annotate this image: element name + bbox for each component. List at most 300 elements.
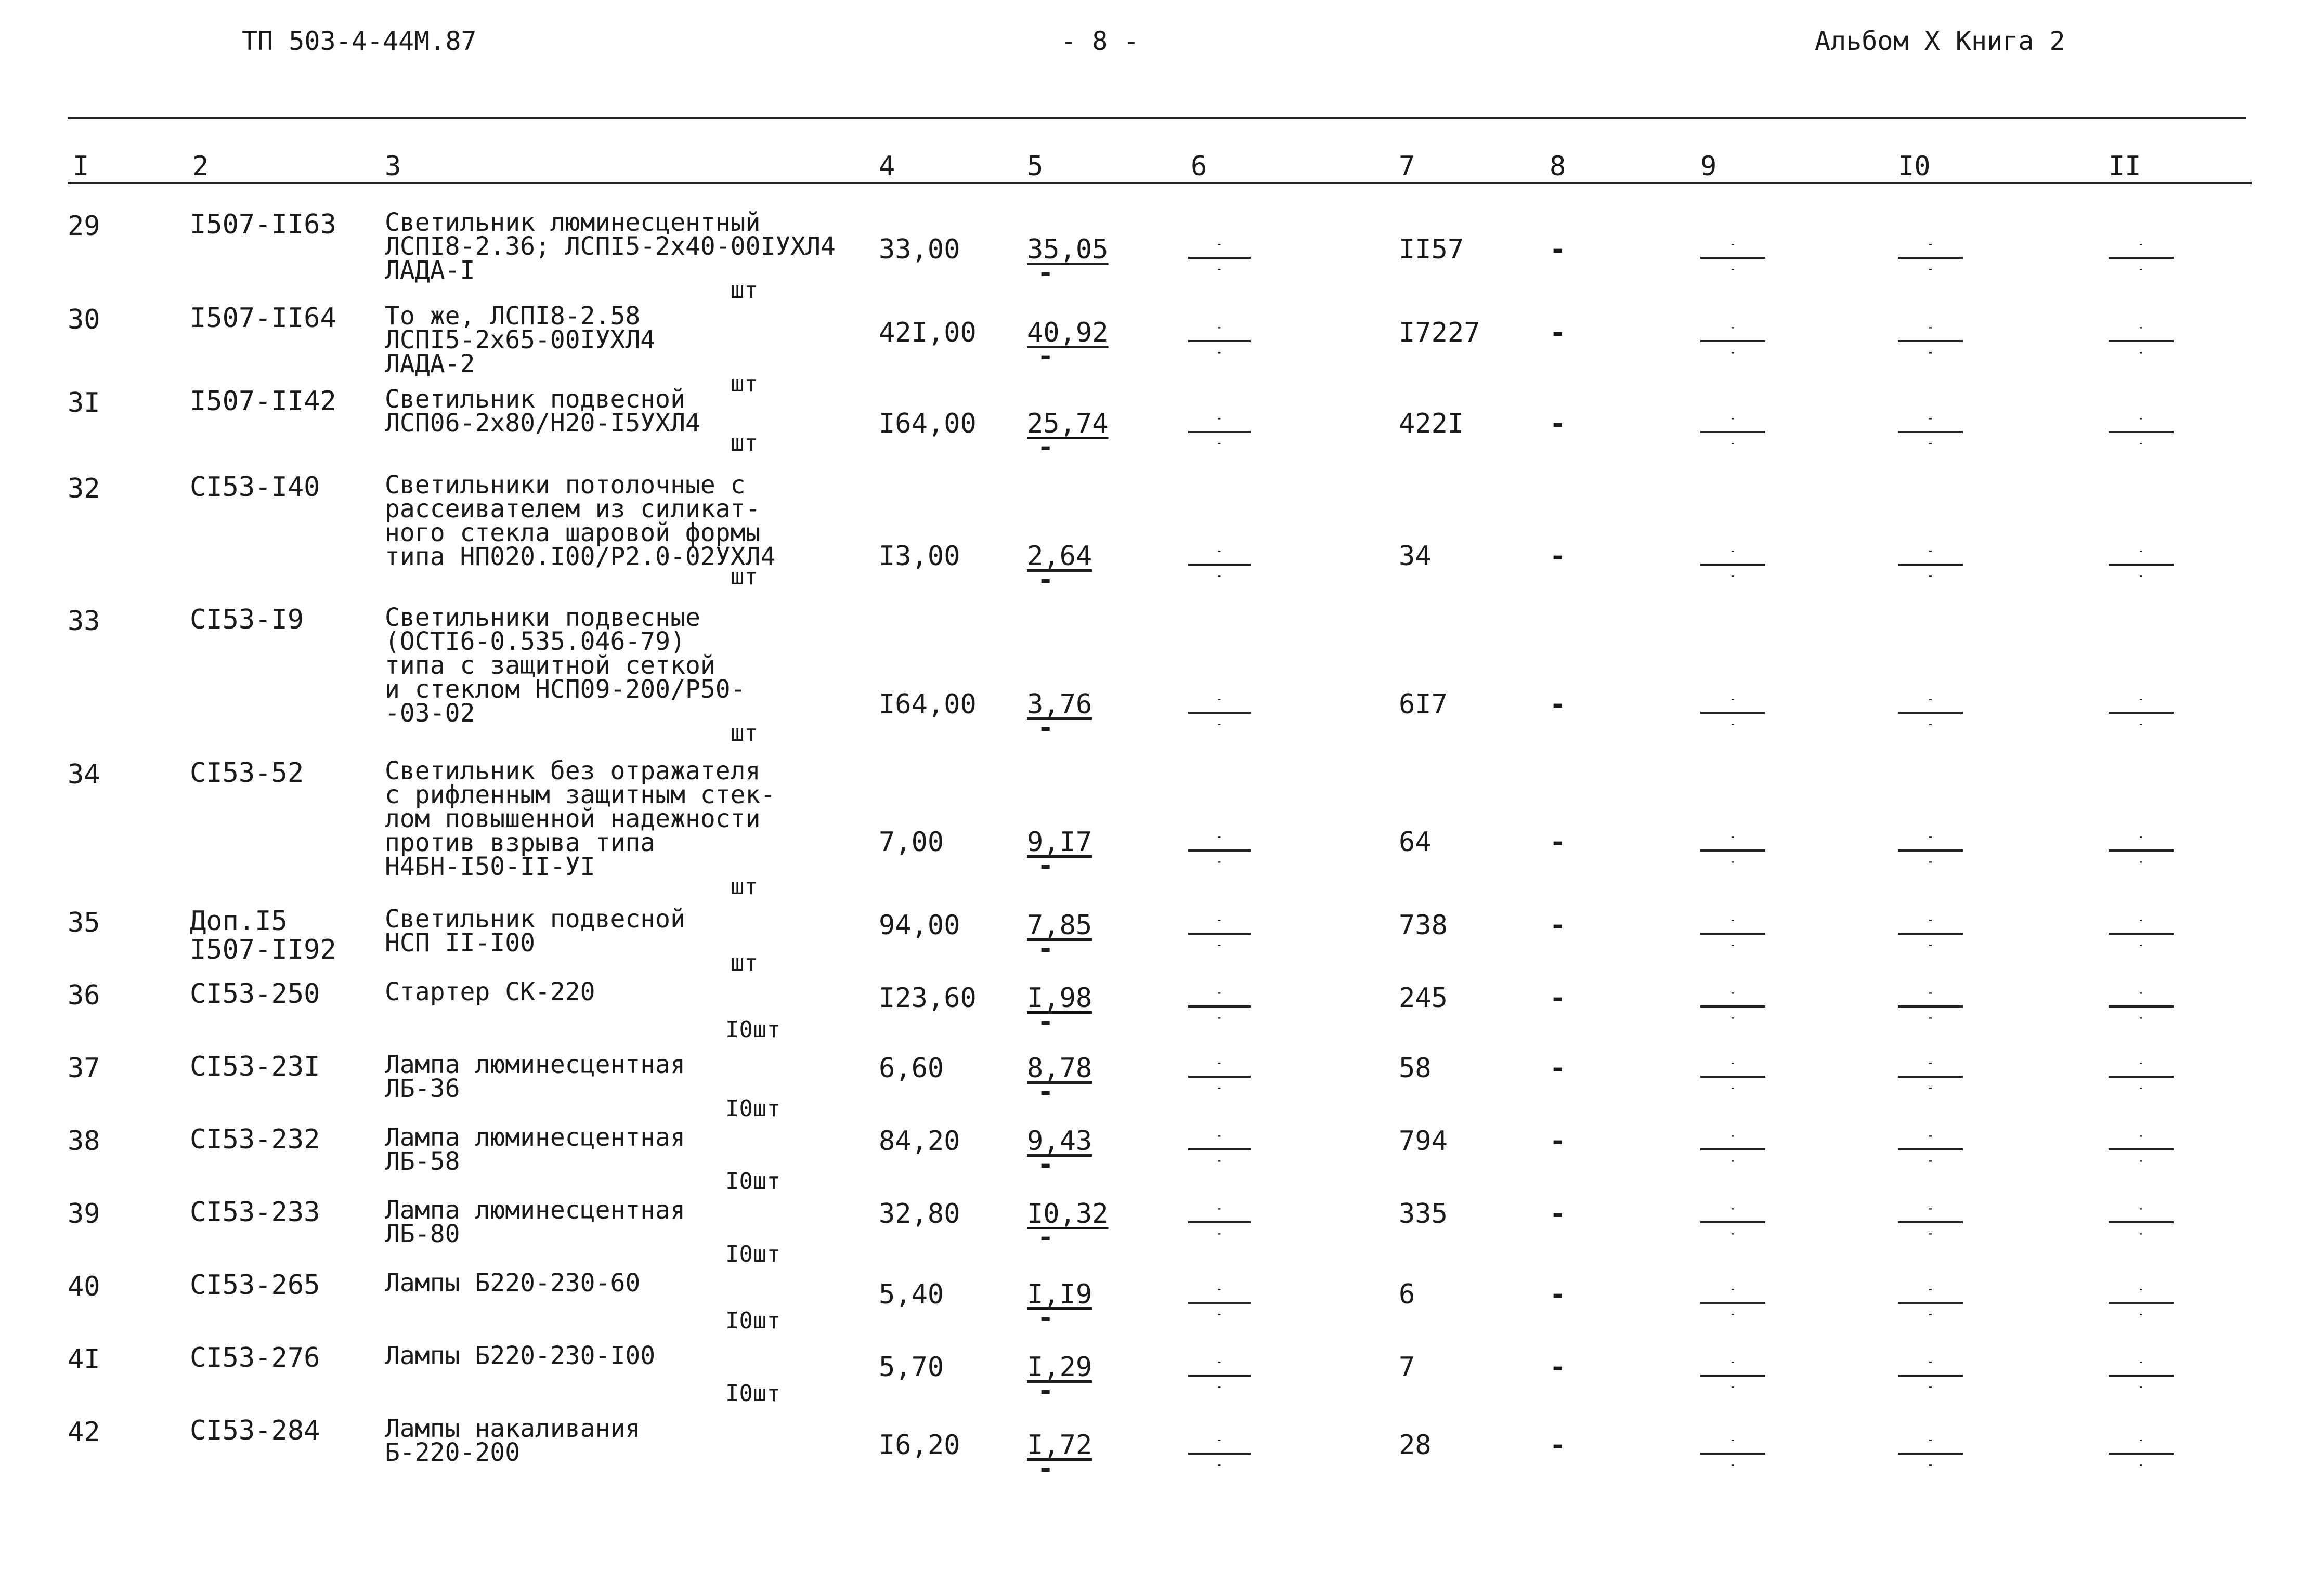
- quantity: 42I,00: [879, 317, 977, 348]
- total-cost: I7227: [1399, 317, 1480, 348]
- description-line: Светильники подвесные: [385, 603, 700, 632]
- price-sub-dash: -: [1037, 712, 1054, 743]
- fraction-bottom: -: [1730, 1460, 1736, 1470]
- description-line: Б-220-200: [385, 1438, 521, 1467]
- col8-dash: -: [1550, 1053, 1566, 1084]
- price-sub-dash: -: [1037, 1375, 1054, 1406]
- fraction-bottom: -: [1730, 438, 1736, 448]
- fraction-top: -: [2138, 322, 2144, 332]
- column-header: 8: [1550, 151, 1566, 182]
- fraction-bottom: -: [1730, 1382, 1736, 1392]
- total-cost: 738: [1399, 910, 1448, 941]
- col6-fraction: [1188, 1430, 1251, 1475]
- column-header: 6: [1191, 151, 1207, 182]
- col9-fraction: [1700, 689, 1765, 735]
- col9-fraction: [1700, 1352, 1765, 1397]
- col11-fraction: [2109, 910, 2174, 956]
- price-sub-dash: -: [1037, 1149, 1054, 1180]
- fraction-top: -: [1730, 988, 1736, 998]
- item-description: [385, 470, 776, 571]
- unit-of-measure: I0шт: [725, 1241, 780, 1267]
- col11-fraction: [2109, 541, 2174, 586]
- col6-fraction: [1188, 1053, 1251, 1098]
- price-sub-dash: -: [1037, 564, 1054, 595]
- fraction-top: -: [1730, 915, 1736, 925]
- fraction-bottom: -: [1928, 438, 1933, 448]
- item-description: [385, 385, 700, 438]
- price-sub-dash: -: [1037, 1006, 1054, 1037]
- price-sub-dash: -: [1037, 1222, 1054, 1253]
- fraction-bottom: -: [1217, 1309, 1222, 1319]
- quantity: I64,00: [879, 408, 977, 439]
- fraction-bottom: -: [1217, 1156, 1222, 1166]
- col6-fraction: [1188, 234, 1251, 280]
- row-number: 29: [68, 211, 100, 242]
- fraction-bottom: -: [1730, 1013, 1736, 1023]
- fraction-top: -: [1730, 1131, 1736, 1141]
- description-line: типа с защитной сеткой: [385, 651, 715, 680]
- fraction-bottom: -: [2138, 438, 2144, 448]
- col8-dash: -: [1550, 1198, 1566, 1229]
- description-line: ЛБ-36: [385, 1074, 460, 1103]
- total-cost: 28: [1399, 1430, 1432, 1461]
- fraction-bottom: -: [1730, 347, 1736, 357]
- col9-fraction: [1700, 910, 1765, 956]
- fraction-top: -: [1730, 694, 1736, 704]
- unit-price: 2,64: [1027, 541, 1092, 572]
- item-code: [190, 211, 336, 239]
- row-number: 30: [68, 304, 100, 335]
- col8-dash: -: [1550, 408, 1566, 439]
- col9-fraction: [1700, 317, 1765, 363]
- fraction-bottom: -: [1217, 1083, 1222, 1093]
- col10-fraction: [1898, 1126, 1963, 1171]
- fraction-bottom: -: [1217, 1382, 1222, 1392]
- fraction-bottom: -: [1730, 571, 1736, 581]
- unit-of-measure: шт: [731, 430, 758, 456]
- item-description: [385, 1123, 685, 1176]
- fraction-top: -: [1730, 1435, 1736, 1445]
- fraction-bottom: -: [1928, 347, 1933, 357]
- fraction-bottom: -: [1217, 264, 1222, 274]
- column-header: 9: [1700, 151, 1717, 182]
- description-line: НСП II-I00: [385, 928, 535, 958]
- fraction-bottom: -: [1217, 347, 1222, 357]
- description-line: ЛСПI5-2х65-00IУХЛ4: [385, 325, 656, 355]
- unit-price: I,72: [1027, 1430, 1092, 1461]
- quantity: 5,40: [879, 1279, 944, 1310]
- col10-fraction: [1898, 689, 1963, 735]
- description-line: Лампа люминесцентная: [385, 1050, 685, 1079]
- col6-fraction: [1188, 1198, 1251, 1244]
- col11-fraction: [2109, 983, 2174, 1028]
- col11-fraction: [2109, 827, 2174, 872]
- unit-price: 25,74: [1027, 408, 1109, 439]
- item-code-line: СI53-284: [190, 1415, 320, 1446]
- fraction-top: -: [1217, 694, 1222, 704]
- item-code: [190, 1271, 320, 1300]
- price-sub-dash: -: [1037, 850, 1054, 881]
- unit-of-measure: шт: [731, 950, 758, 976]
- item-code-line: СI53-250: [190, 978, 320, 1010]
- description-line: Лампа люминесцентная: [385, 1196, 685, 1225]
- column-header: II: [2109, 151, 2141, 182]
- quantity: I6,20: [879, 1430, 960, 1461]
- description-line: Светильник без отражателя: [385, 756, 761, 786]
- fraction-top: -: [1730, 1058, 1736, 1068]
- unit-price: I,I9: [1027, 1279, 1092, 1310]
- col11-fraction: [2109, 1279, 2174, 1325]
- unit-price: I,98: [1027, 983, 1092, 1014]
- item-code: [190, 606, 304, 634]
- row-number: 37: [68, 1053, 100, 1084]
- item-code: [190, 304, 336, 333]
- col10-fraction: [1898, 234, 1963, 280]
- total-cost: 58: [1399, 1053, 1432, 1084]
- fraction-bottom: -: [1730, 264, 1736, 274]
- fraction-bottom: -: [1217, 719, 1222, 729]
- item-code: [190, 980, 320, 1009]
- fraction-top: -: [2138, 915, 2144, 925]
- description-line: ЛАДА-2: [385, 349, 475, 378]
- col6-fraction: [1188, 408, 1251, 454]
- fraction-top: -: [2138, 413, 2144, 423]
- fraction-bottom: -: [1217, 940, 1222, 950]
- fraction-top: -: [1217, 239, 1222, 249]
- fraction-bottom: -: [1928, 1156, 1933, 1166]
- item-description: [385, 1414, 641, 1467]
- fraction-bottom: -: [2138, 1083, 2144, 1093]
- fraction-bottom: -: [2138, 719, 2144, 729]
- fraction-bottom: -: [1928, 1228, 1933, 1238]
- col8-dash: -: [1550, 827, 1566, 858]
- item-code: [190, 1344, 320, 1372]
- fraction-bottom: -: [2138, 857, 2144, 867]
- col11-fraction: [2109, 689, 2174, 735]
- description-line: То же, ЛСПI8-2.58: [385, 302, 641, 331]
- quantity: 7,00: [879, 827, 944, 858]
- fraction-bottom: -: [1217, 1228, 1222, 1238]
- fraction-top: -: [1730, 1357, 1736, 1367]
- total-cost: II57: [1399, 234, 1464, 265]
- fraction-bottom: -: [1217, 571, 1222, 581]
- description-line: с рифленным защитным стек-: [385, 780, 776, 809]
- fraction-bottom: -: [1217, 438, 1222, 448]
- fraction-top: -: [1217, 1203, 1222, 1213]
- fraction-top: -: [1928, 413, 1933, 423]
- col9-fraction: [1700, 1430, 1765, 1475]
- fraction-top: -: [1217, 1435, 1222, 1445]
- fraction-top: -: [1928, 322, 1933, 332]
- fraction-top: -: [1730, 546, 1736, 556]
- unit-price: 9,I7: [1027, 827, 1092, 858]
- item-description: [385, 304, 655, 376]
- price-sub-dash: -: [1037, 1076, 1054, 1107]
- unit-of-measure: шт: [731, 277, 758, 304]
- description-line: против взрыва типа: [385, 828, 656, 857]
- doc-code: ТП 503-4-44М.87: [242, 26, 477, 56]
- row-number: 4I: [68, 1344, 100, 1375]
- col9-fraction: [1700, 1198, 1765, 1244]
- fraction-top: -: [1928, 239, 1933, 249]
- item-code-line: СI53-233: [190, 1197, 320, 1228]
- item-description: [385, 1196, 685, 1249]
- col9-fraction: [1700, 541, 1765, 586]
- description-line: ЛАДА-I: [385, 256, 475, 285]
- col9-fraction: [1700, 1126, 1765, 1171]
- quantity: I3,00: [879, 541, 960, 572]
- item-code: [190, 387, 336, 416]
- col8-dash: -: [1550, 1126, 1566, 1157]
- description-line: рассеивателем из силикат-: [385, 494, 761, 524]
- col11-fraction: [2109, 1053, 2174, 1098]
- fraction-top: -: [1928, 1131, 1933, 1141]
- fraction-bottom: -: [2138, 1228, 2144, 1238]
- col9-fraction: [1700, 1279, 1765, 1325]
- item-code-line: СI53-276: [190, 1342, 320, 1373]
- row-number: 32: [68, 473, 100, 504]
- fraction-bottom: -: [1730, 1083, 1736, 1093]
- fraction-top: -: [2138, 694, 2144, 704]
- item-code-line: СI53-I40: [190, 472, 320, 503]
- fraction-bottom: -: [2138, 1309, 2144, 1319]
- item-code: [190, 1126, 320, 1154]
- fraction-top: -: [1217, 546, 1222, 556]
- col10-fraction: [1898, 1352, 1963, 1397]
- description-line: ного стекла шаровой формы: [385, 518, 761, 547]
- item-code-line: I507-II92: [190, 934, 336, 965]
- fraction-top: -: [2138, 1284, 2144, 1294]
- col11-fraction: [2109, 317, 2174, 363]
- item-code: [190, 1198, 320, 1227]
- row-number: 38: [68, 1126, 100, 1157]
- col9-fraction: [1700, 1053, 1765, 1098]
- description-line: Светильник люминесцентный: [385, 208, 761, 237]
- col10-fraction: [1898, 910, 1963, 956]
- fraction-top: -: [1730, 239, 1736, 249]
- item-code: [190, 1417, 320, 1445]
- col9-fraction: [1700, 408, 1765, 454]
- price-sub-dash: -: [1037, 1302, 1054, 1333]
- fraction-top: -: [1730, 1203, 1736, 1213]
- unit-price: 35,05: [1027, 234, 1109, 265]
- row-number: 42: [68, 1417, 100, 1448]
- price-sub-dash: -: [1037, 257, 1054, 289]
- total-cost: 6I7: [1399, 689, 1448, 720]
- col8-dash: -: [1550, 983, 1566, 1014]
- total-cost: 794: [1399, 1126, 1448, 1157]
- fraction-bottom: -: [1928, 1309, 1933, 1319]
- fraction-top: -: [1730, 832, 1736, 842]
- item-code: [190, 473, 320, 502]
- col8-dash: -: [1550, 541, 1566, 572]
- header-rule: [68, 182, 2252, 184]
- description-line: типа НП020.I00/Р2.0-02УХЛ4: [385, 542, 776, 571]
- unit-of-measure: I0шт: [725, 1307, 780, 1334]
- fraction-bottom: -: [2138, 1156, 2144, 1166]
- unit-of-measure: I0шт: [725, 1016, 780, 1043]
- col8-dash: -: [1550, 1430, 1566, 1461]
- col9-fraction: [1700, 827, 1765, 872]
- unit-price: 40,92: [1027, 317, 1109, 348]
- quantity: I23,60: [879, 983, 977, 1014]
- col11-fraction: [2109, 234, 2174, 280]
- item-description: [385, 208, 836, 285]
- price-sub-dash: -: [1037, 933, 1054, 964]
- column-header: 5: [1027, 151, 1044, 182]
- description-line: и стеклом НСП09-200/Р50-: [385, 675, 746, 704]
- quantity: 5,70: [879, 1352, 944, 1383]
- fraction-top: -: [2138, 239, 2144, 249]
- fraction-top: -: [2138, 1131, 2144, 1141]
- fraction-bottom: -: [1730, 1228, 1736, 1238]
- description-line: ЛБ-80: [385, 1220, 460, 1249]
- fraction-bottom: -: [1217, 1460, 1222, 1470]
- col8-dash: -: [1550, 317, 1566, 348]
- fraction-top: -: [2138, 1058, 2144, 1068]
- unit-price: I,29: [1027, 1352, 1092, 1383]
- col10-fraction: [1898, 827, 1963, 872]
- unit-of-measure: шт: [731, 371, 758, 397]
- item-description: [385, 756, 776, 881]
- fraction-bottom: -: [1217, 857, 1222, 867]
- fraction-bottom: -: [1928, 571, 1933, 581]
- col6-fraction: [1188, 317, 1251, 363]
- col9-fraction: [1700, 234, 1765, 280]
- column-header: 7: [1399, 151, 1415, 182]
- item-description: [385, 1268, 641, 1298]
- col11-fraction: [2109, 1126, 2174, 1171]
- fraction-bottom: -: [1730, 1156, 1736, 1166]
- item-code-line: I507-II64: [190, 303, 336, 334]
- fraction-bottom: -: [1928, 1013, 1933, 1023]
- item-code-line: СI53-265: [190, 1270, 320, 1301]
- description-line: Лампы Б220-230-I00: [385, 1341, 656, 1370]
- unit-of-measure: I0шт: [725, 1380, 780, 1407]
- price-sub-dash: -: [1037, 341, 1054, 372]
- unit-of-measure: шт: [731, 564, 758, 590]
- fraction-bottom: -: [1730, 1309, 1736, 1319]
- col8-dash: -: [1550, 1279, 1566, 1310]
- quantity: 94,00: [879, 910, 960, 941]
- quantity: 6,60: [879, 1053, 944, 1084]
- column-header: 2: [192, 151, 209, 182]
- fraction-bottom: -: [1928, 264, 1933, 274]
- col10-fraction: [1898, 1279, 1963, 1325]
- row-number: 36: [68, 980, 100, 1011]
- row-number: 34: [68, 759, 100, 790]
- top-rule: [68, 117, 2246, 119]
- fraction-bottom: -: [2138, 1460, 2144, 1470]
- fraction-top: -: [2138, 988, 2144, 998]
- unit-price: 7,85: [1027, 910, 1092, 941]
- unit-of-measure: шт: [731, 873, 758, 900]
- col8-dash: -: [1550, 234, 1566, 265]
- item-description: [385, 603, 746, 728]
- total-cost: 245: [1399, 983, 1448, 1014]
- item-code-line: СI53-52: [190, 757, 304, 789]
- fraction-top: -: [1217, 322, 1222, 332]
- item-code-line: Доп.I5: [190, 906, 288, 937]
- fraction-top: -: [1928, 546, 1933, 556]
- unit-of-measure: I0шт: [725, 1095, 780, 1122]
- fraction-bottom: -: [2138, 1013, 2144, 1023]
- fraction-bottom: -: [1730, 857, 1736, 867]
- col10-fraction: [1898, 983, 1963, 1028]
- price-sub-dash: -: [1037, 1453, 1054, 1484]
- total-cost: 6: [1399, 1279, 1415, 1310]
- total-cost: 335: [1399, 1198, 1448, 1229]
- row-number: 40: [68, 1271, 100, 1302]
- col11-fraction: [2109, 408, 2174, 454]
- fraction-top: -: [1730, 413, 1736, 423]
- row-number: 33: [68, 606, 100, 637]
- col6-fraction: [1188, 689, 1251, 735]
- col11-fraction: [2109, 1198, 2174, 1244]
- fraction-bottom: -: [2138, 347, 2144, 357]
- item-description: [385, 1050, 685, 1103]
- fraction-top: -: [1217, 1058, 1222, 1068]
- fraction-top: -: [1928, 1284, 1933, 1294]
- unit-of-measure: шт: [731, 720, 758, 747]
- fraction-bottom: -: [1928, 719, 1933, 729]
- col6-fraction: [1188, 983, 1251, 1028]
- row-number: 39: [68, 1198, 100, 1229]
- unit-price: 9,43: [1027, 1126, 1092, 1157]
- album-book: Альбом X Книга 2: [1815, 26, 2065, 56]
- fraction-top: -: [1928, 1058, 1933, 1068]
- fraction-top: -: [1730, 1284, 1736, 1294]
- item-code-line: СI53-23I: [190, 1051, 320, 1082]
- description-line: Лампы накаливания: [385, 1414, 641, 1443]
- description-line: Лампа люминесцентная: [385, 1123, 685, 1152]
- fraction-bottom: -: [1928, 1083, 1933, 1093]
- fraction-top: -: [1217, 988, 1222, 998]
- unit-price: I0,32: [1027, 1198, 1109, 1229]
- price-sub-dash: -: [1037, 431, 1054, 463]
- column-header: 3: [385, 151, 401, 182]
- col8-dash: -: [1550, 1352, 1566, 1383]
- col9-fraction: [1700, 983, 1765, 1028]
- fraction-top: -: [1217, 832, 1222, 842]
- description-line: лом повышенной надежности: [385, 804, 761, 833]
- item-code: [190, 907, 336, 964]
- column-header: 4: [879, 151, 895, 182]
- col11-fraction: [2109, 1430, 2174, 1475]
- total-cost: 7: [1399, 1352, 1415, 1383]
- item-code-line: I507-II63: [190, 209, 336, 240]
- fraction-top: -: [1217, 413, 1222, 423]
- col6-fraction: [1188, 1352, 1251, 1397]
- fraction-bottom: -: [1730, 940, 1736, 950]
- column-header: I0: [1898, 151, 1931, 182]
- fraction-top: -: [2138, 832, 2144, 842]
- fraction-top: -: [1217, 1284, 1222, 1294]
- page-number: - 8 -: [1061, 26, 1139, 56]
- col6-fraction: [1188, 541, 1251, 586]
- col6-fraction: [1188, 910, 1251, 956]
- description-line: Светильник подвесной: [385, 905, 685, 934]
- fraction-bottom: -: [1928, 940, 1933, 950]
- fraction-bottom: -: [1928, 1460, 1933, 1470]
- quantity: 84,20: [879, 1126, 960, 1157]
- fraction-bottom: -: [1928, 857, 1933, 867]
- row-number: 3I: [68, 387, 100, 418]
- fraction-bottom: -: [2138, 571, 2144, 581]
- fraction-top: -: [1217, 915, 1222, 925]
- quantity: 32,80: [879, 1198, 960, 1229]
- item-code-line: I507-II42: [190, 386, 336, 417]
